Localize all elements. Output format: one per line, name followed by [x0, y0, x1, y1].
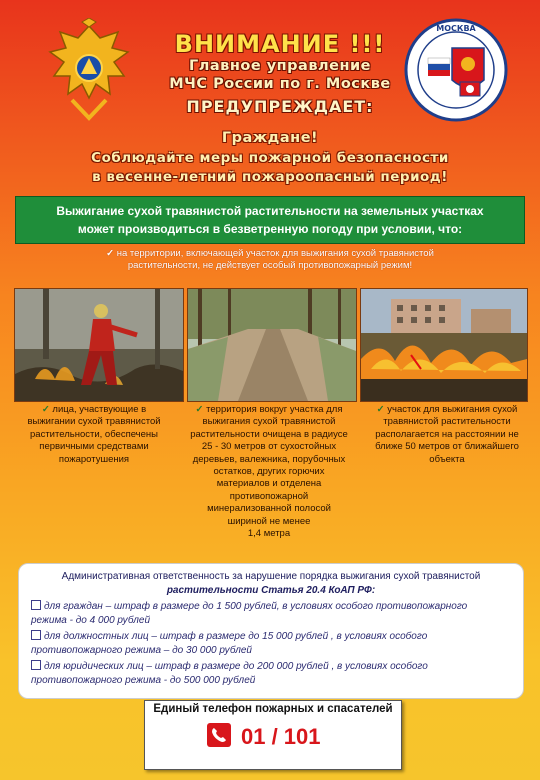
appeal-line-3: в весенне-летний пожароопасный период!	[92, 169, 448, 185]
warns-heading: ПРЕДУПРЕЖДАЕТ:	[186, 97, 374, 116]
photo-firefighter	[14, 288, 184, 402]
rule-banner-line-2: может производиться в безветренную погоду при условии, что:	[77, 222, 463, 236]
penalty-officials	[31, 630, 511, 657]
attention-headline: ВНИМАНИЕ !!!	[174, 30, 386, 58]
checkmark-icon: ✓	[376, 404, 385, 415]
col3-line: объекта	[429, 453, 465, 465]
col2-line: противопожарной	[229, 490, 309, 502]
col2-line: шириной не менее	[227, 515, 311, 527]
col2-line: растительности очищена в радиусе	[190, 428, 348, 440]
rule-banner	[15, 196, 525, 244]
checkbox-square-icon	[31, 660, 41, 670]
penalty-line: для граждан – штраф в размере до 1 500 рублей, в условиях особого противопожарного	[44, 601, 468, 612]
checkmark-icon: ✓	[41, 404, 50, 415]
phone-handset-icon	[207, 723, 231, 747]
col1-line: пожаротушения	[58, 453, 130, 465]
penalty-line: для юридических лиц – штраф в размере до 200 000 рублей , в условиях особого	[44, 661, 428, 672]
col2-line: минерализованной полосой	[207, 503, 331, 515]
checkbox-square-icon	[31, 600, 41, 610]
penalty-citizens	[31, 600, 511, 627]
checkmark-icon: ✓	[106, 248, 115, 259]
condition-line-1: на территории, включающей участок для выжигания сухой травянистой	[116, 248, 434, 259]
penalty-legal-entities	[31, 660, 511, 687]
col1-line: первичными средствами	[39, 441, 149, 453]
condition-line-2: растительности, не действует особый противопожарный режим!	[127, 260, 413, 271]
penalty-line: режима - до 4 000 рублей	[31, 614, 151, 626]
phone-label: Единый телефон пожарных и спасателей	[153, 703, 393, 715]
col2-line: деревьев, валежника, порубочных	[192, 453, 346, 465]
photo-field-fire	[360, 288, 528, 402]
emergency-phone-box	[144, 700, 402, 770]
condition-column-extinguishers	[14, 404, 174, 466]
appeal-line-2: Соблюдайте меры пожарной безопасности	[91, 150, 449, 166]
col3-line: располагается на расстоянии не	[375, 428, 519, 440]
condition-column-cleared-radius	[176, 404, 362, 540]
phone-number[interactable]: 01 / 101	[241, 724, 321, 749]
org-line-2: МЧС России по г. Москве	[169, 76, 391, 92]
col2-line: выжигания сухой травянистой	[202, 416, 336, 428]
photo-cleared-road	[187, 288, 357, 402]
penalties-box	[18, 563, 524, 699]
condition-no-fire-regime	[60, 248, 480, 272]
col3-line: травянистой растительности	[383, 416, 511, 428]
col2-line: 25 - 30 метров от сухостойных	[201, 441, 337, 453]
penalty-line: противопожарного режима - до 500 000 рублей	[31, 674, 256, 686]
org-line-1: Главное управление	[189, 58, 371, 74]
appeal-line-1: Граждане!	[221, 130, 319, 146]
col1-line: растительности, обеспечены	[30, 428, 158, 440]
col2-line: территория вокруг участка для	[206, 404, 343, 415]
penalty-line: противопожарного режима – до 30 000 рублей	[31, 644, 252, 656]
col1-line: выжигании сухой травянистой	[27, 416, 161, 428]
mchs-emblem	[42, 18, 137, 123]
penalties-heading-2: растительности Статья 20.4 КоАП РФ:	[166, 584, 376, 596]
col2-line: 1,4 метра	[247, 528, 291, 540]
col3-line: участок для выжигания сухой	[387, 404, 518, 415]
rule-banner-line-1: Выжигание сухой травянистой растительности на земельных участках	[56, 204, 484, 218]
penalties-heading-1: Административная ответственность за нарушение порядка выжигания сухой травянистой	[61, 571, 481, 582]
penalty-line: для должностных лиц – штраф в размере до 15 000 рублей , в условиях особого	[44, 631, 428, 642]
col1-line: лица, участвующие в	[52, 404, 147, 415]
col2-line: материалов и отделена	[216, 478, 322, 490]
col3-line: ближе 50 метров от ближайшего	[375, 441, 519, 453]
condition-column-distance	[362, 404, 532, 466]
checkbox-square-icon	[31, 630, 41, 640]
col2-line: остатков, других горючих	[213, 466, 325, 478]
seal-text: МОСКВА	[436, 24, 476, 33]
checkmark-icon: ✓	[195, 404, 204, 415]
